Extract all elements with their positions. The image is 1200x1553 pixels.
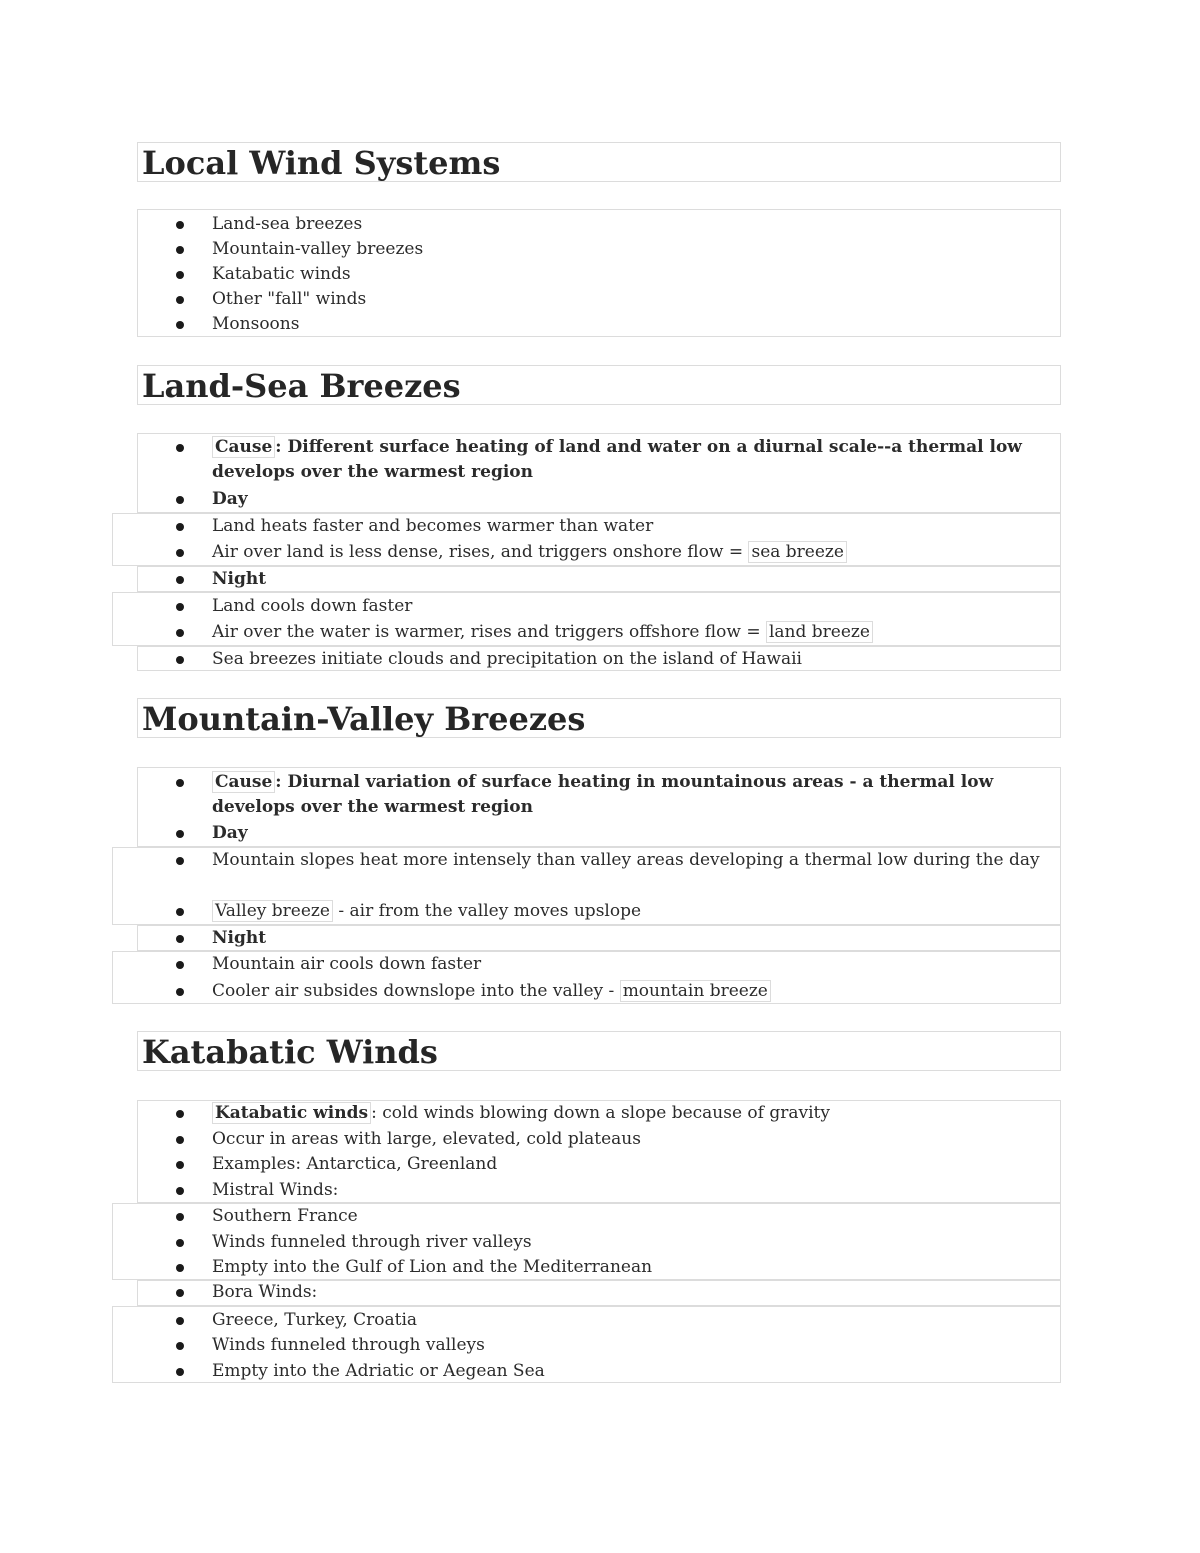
list-item: Greece, Turkey, Croatia	[212, 1310, 418, 1330]
bullet-icon	[176, 1213, 184, 1221]
bullet-icon	[176, 779, 184, 787]
list-text: Air over land is less dense, rises, and triggers onshore flow =	[212, 542, 749, 562]
cause-text: : Diurnal variation of surface heating in mountainous areas - a thermal low develops over the warmest region	[212, 772, 994, 817]
list-item-day: Day	[212, 823, 248, 843]
list-item: Mountain-valley breezes	[212, 239, 424, 259]
bullet-icon	[176, 935, 184, 943]
term-cause: Cause	[212, 771, 275, 793]
bullet-icon	[176, 908, 184, 916]
bullet-icon	[176, 961, 184, 969]
list-text: : cold winds blowing down a slope because of gravity	[371, 1103, 830, 1123]
bullet-icon	[176, 221, 184, 229]
bullet-icon	[176, 444, 184, 452]
list-item: Other "fall" winds	[212, 289, 367, 309]
list-item: Empty into the Adriatic or Aegean Sea	[212, 1361, 545, 1381]
list-item	[212, 435, 1061, 485]
list-item: Land-sea breezes	[212, 214, 363, 234]
bullet-icon	[176, 988, 184, 996]
list-item: Empty into the Gulf of Lion and the Mediterranean	[212, 1257, 653, 1277]
list-item	[212, 899, 1061, 924]
term-mountain-breeze: mountain breeze	[620, 980, 771, 1002]
list-item: Mountain slopes heat more intensely than valley areas developing a thermal low during the day	[212, 850, 1040, 870]
list-item: Examples: Antarctica, Greenland	[212, 1154, 498, 1174]
bullet-icon	[176, 549, 184, 557]
bullet-icon	[176, 523, 184, 531]
list-item: Mistral Winds:	[212, 1180, 339, 1200]
bullet-icon	[176, 1136, 184, 1144]
term-land-breeze: land breeze	[766, 621, 873, 643]
list-text: - air from the valley moves upslope	[332, 901, 642, 921]
section-title-mountain-valley-breezes: Mountain-Valley Breezes	[137, 698, 1061, 738]
list-item-night: Night	[212, 928, 267, 948]
list-item	[212, 1101, 1061, 1126]
list-item: Mountain air cools down faster	[212, 954, 482, 974]
list-item: Occur in areas with large, elevated, cold plateaus	[212, 1129, 641, 1149]
section-title-local-wind-systems: Local Wind Systems	[137, 142, 1061, 182]
bullet-icon	[176, 296, 184, 304]
list-text: Air over the water is warmer, rises and triggers offshore flow =	[212, 622, 766, 642]
cause-text: : Different surface heating of land and water on a diurnal scale--a thermal low develops over the warmest region	[212, 437, 1022, 482]
list-item: Southern France	[212, 1206, 358, 1226]
bullet-icon	[176, 321, 184, 329]
list-item	[212, 770, 1061, 820]
bullet-icon	[176, 603, 184, 611]
list-item-day: Day	[212, 489, 248, 509]
list-item: Land cools down faster	[212, 596, 413, 616]
bullet-icon	[176, 246, 184, 254]
list-item	[212, 540, 1061, 565]
section-title-land-sea-breezes: Land-Sea Breezes	[137, 365, 1061, 405]
bullet-icon	[176, 1368, 184, 1376]
term-katabatic-winds: Katabatic winds	[212, 1102, 371, 1124]
list-item: Winds funneled through valleys	[212, 1335, 485, 1355]
term-sea-breeze: sea breeze	[748, 541, 846, 563]
section-title-katabatic-winds: Katabatic Winds	[137, 1031, 1061, 1071]
bullet-icon	[176, 857, 184, 865]
bullet-icon	[176, 656, 184, 664]
bullet-icon	[176, 1110, 184, 1118]
list-item-night: Night	[212, 569, 267, 589]
bullet-icon	[176, 1289, 184, 1297]
bullet-icon	[176, 1239, 184, 1247]
list-text: Cooler air subsides downslope into the valley -	[212, 981, 620, 1001]
list-item: Katabatic winds	[212, 264, 351, 284]
term-cause: Cause	[212, 436, 275, 458]
term-valley-breeze: Valley breeze	[212, 900, 333, 922]
list-item	[212, 620, 1061, 645]
bullet-icon	[176, 576, 184, 584]
list-item: Land heats faster and becomes warmer than water	[212, 516, 654, 536]
list-item: Bora Winds:	[212, 1282, 318, 1302]
bullet-icon	[176, 1161, 184, 1169]
list-item: Winds funneled through river valleys	[212, 1232, 532, 1252]
bullet-icon	[176, 271, 184, 279]
bullet-icon	[176, 830, 184, 838]
bullet-icon	[176, 1342, 184, 1350]
bullet-icon	[176, 1264, 184, 1272]
list-item: Monsoons	[212, 314, 300, 334]
list-item	[212, 979, 1061, 1004]
bullet-icon	[176, 1317, 184, 1325]
bullet-icon	[176, 496, 184, 504]
bullet-icon	[176, 629, 184, 637]
bullet-icon	[176, 1187, 184, 1195]
list-item: Sea breezes initiate clouds and precipitation on the island of Hawaii	[212, 649, 802, 669]
